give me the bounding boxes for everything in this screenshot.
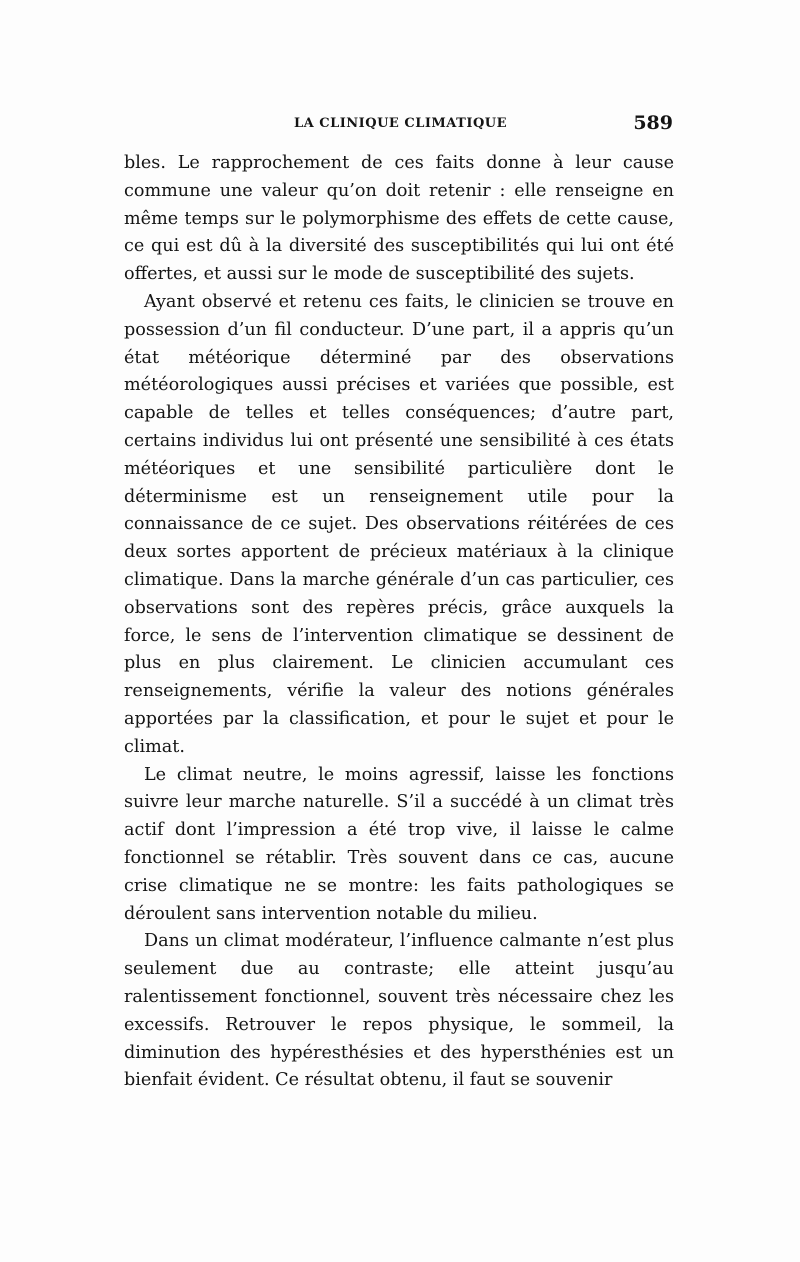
paragraph: Ayant observé et retenu ces faits, le clinicien se trouve en possession d’un fil conducteur. D’une part, il a appris qu’un état météorique déterminé par des observations météorologiques aussi précises et variées que possible, est capable de telles et telles conséquences; d’autre part, certains individus lui ont présenté une sensibilité à ces états météoriques et une sensibilité particulière dont le déterminisme est un renseignement utile pour la connaissance de ce sujet. Des observations réitérées de ces deux sortes apportent de précieux matériaux à la clinique climatique. Dans la marche générale d’un cas particulier, ces observations sont des repères précis, grâce auxquels la force, le sens de l’intervention climatique se dessinent de plus en plus clairement. Le clinicien accumulant ces renseignements, vérifie la valeur des notions générales apportées par la classification, et pour le sujet et pour le climat. — [124, 291, 674, 757]
paragraph-continued: bles. Le rapprochement de ces faits donne à leur cause commune une valeur qu’on doit retenir : elle renseigne en même temps sur le polymorphisme des effets de cette cause, ce qui est dû à la diversité des susceptibilités qui lui ont été offertes, et aussi sur le mode de susceptibilité des sujets. — [124, 153, 674, 285]
running-header — [128, 112, 673, 136]
page-number: 589 — [633, 112, 673, 134]
paragraph: Dans un climat modérateur, l’influence calmante n’est plus seulement due au contraste; elle atteint jusqu’au ralentissement fonctionnel, souvent très nécessaire chez les excessifs. Retrouver le repos physique, le sommeil, la diminution des hypéresthésies et des hypersthénies est un bienfait évident. Ce résultat obtenu, il faut se souvenir — [124, 931, 674, 1091]
paragraph: Le climat neutre, le moins agressif, laisse les fonctions suivre leur marche naturelle. S’il a succédé à un climat très actif dont l’impression a été trop vive, il laisse le calme fonctionnel se rétablir. Très souvent dans ce cas, aucune crise climatique ne se montre: les faits pathologiques se déroulent sans intervention notable du milieu. — [124, 764, 674, 924]
body-text — [124, 150, 674, 1095]
running-title: LA CLINIQUE CLIMATIQUE — [293, 116, 508, 131]
